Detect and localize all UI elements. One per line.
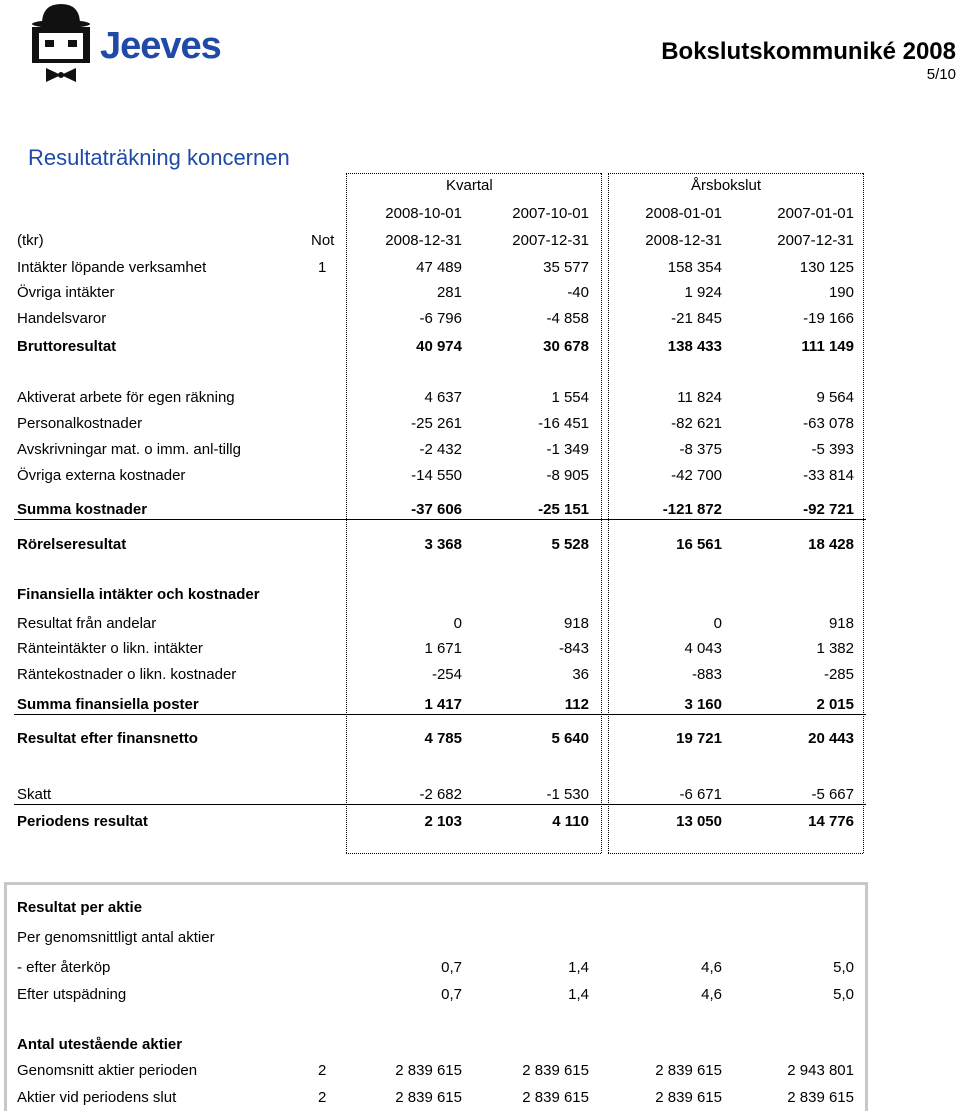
row-value: -4 858 [546, 310, 589, 327]
row-value: 2 839 615 [522, 1089, 589, 1106]
row-label: Summa kostnader [17, 501, 148, 518]
row-value: -14 550 [411, 467, 462, 484]
row-value: -63 078 [803, 415, 854, 432]
shares-title: Antal utestående aktier [17, 1036, 183, 1053]
row-value: 1 924 [684, 284, 722, 301]
period-from: 2008-01-01 [645, 205, 722, 222]
row-label: Summa finansiella poster [17, 696, 199, 713]
row-value: -2 682 [419, 786, 462, 803]
row-value: 2 839 615 [655, 1089, 722, 1106]
row-value: 2 839 615 [655, 1062, 722, 1079]
row-value: 36 [572, 666, 589, 683]
row-rule [14, 804, 866, 805]
row-value: 111 149 [801, 338, 854, 355]
row-value: 35 577 [543, 259, 589, 276]
row-value: -8 905 [546, 467, 589, 484]
row-value: -1 349 [546, 441, 589, 458]
row-rule [14, 714, 866, 715]
row-note: 2 [318, 1062, 327, 1079]
row-value: -92 721 [803, 501, 854, 518]
row-note: 1 [318, 259, 327, 276]
row-value: -5 393 [811, 441, 854, 458]
row-value: 3 160 [684, 696, 722, 713]
period-from: 2007-01-01 [777, 205, 854, 222]
row-value: -82 621 [671, 415, 722, 432]
row-label: Skatt [17, 786, 52, 803]
column-frame [863, 173, 864, 853]
row-value: 4,6 [701, 959, 722, 976]
per-share-title: Resultat per aktie [17, 899, 143, 916]
row-value: 47 489 [416, 259, 462, 276]
report-title: Bokslutskommuniké 2008 [661, 38, 956, 65]
row-value: -121 872 [662, 501, 722, 518]
page-number: 5/10 [926, 66, 956, 83]
row-label: Resultat efter finansnetto [17, 730, 198, 747]
row-value: 918 [828, 615, 854, 632]
row-value: 2 839 615 [787, 1089, 854, 1106]
row-value: 4 785 [424, 730, 462, 747]
row-value: -254 [431, 666, 462, 683]
row-value: 16 561 [676, 536, 722, 553]
period-to: 2007-12-31 [777, 232, 854, 249]
note-header: Not [311, 232, 335, 249]
row-value: -1 530 [546, 786, 589, 803]
row-value: 0,7 [441, 986, 462, 1003]
period-from: 2008-10-01 [385, 205, 462, 222]
row-value: -25 261 [411, 415, 462, 432]
column-frame [601, 173, 602, 853]
row-value: -8 375 [679, 441, 722, 458]
row-value: 18 428 [808, 536, 854, 553]
row-value: 130 125 [799, 259, 854, 276]
company-logo [28, 2, 248, 90]
row-value: 112 [564, 696, 589, 713]
row-label: Rörelseresultat [17, 536, 127, 553]
row-rule [14, 519, 866, 520]
logo-wordmark: Jeeves [100, 25, 221, 67]
row-value: 14 776 [808, 813, 854, 830]
row-value: -16 451 [538, 415, 589, 432]
row-value: 4 637 [424, 389, 462, 406]
row-value: -40 [567, 284, 589, 301]
row-value: 918 [563, 615, 589, 632]
row-value: 20 443 [808, 730, 854, 747]
row-value: 2 839 615 [395, 1062, 462, 1079]
row-value: 5,0 [833, 959, 854, 976]
row-value: 0 [453, 615, 462, 632]
row-label: Periodens resultat [17, 813, 148, 830]
row-label: Avskrivningar mat. o imm. anl-tillg [17, 441, 241, 458]
column-group-quarter: Kvartal [446, 177, 493, 194]
row-value: 1,4 [568, 959, 589, 976]
row-value: 0,7 [441, 959, 462, 976]
column-frame [346, 853, 601, 854]
row-value: 190 [828, 284, 854, 301]
row-value: 0 [713, 615, 722, 632]
row-value: 5 528 [551, 536, 589, 553]
row-value: -2 432 [419, 441, 462, 458]
period-to: 2008-12-31 [385, 232, 462, 249]
row-value: 40 974 [416, 338, 462, 355]
period-from: 2007-10-01 [512, 205, 589, 222]
column-frame [608, 173, 863, 174]
row-value: 13 050 [676, 813, 722, 830]
column-frame [608, 853, 863, 854]
row-value: -5 667 [811, 786, 854, 803]
row-value: 11 824 [677, 389, 722, 406]
row-value: -285 [823, 666, 854, 683]
row-label: Övriga externa kostnader [17, 467, 186, 484]
row-value: -25 151 [538, 501, 589, 518]
column-frame [608, 173, 609, 853]
row-label: Intäkter löpande verksamhet [17, 259, 207, 276]
section-title: Resultaträkning koncernen [28, 145, 290, 170]
row-label: Finansiella intäkter och kostnader [17, 586, 260, 603]
row-value: -6 796 [419, 310, 462, 327]
unit-label: (tkr) [17, 232, 44, 249]
row-label: Aktiverat arbete för egen räkning [17, 389, 235, 406]
row-label: Genomsnitt aktier perioden [17, 1062, 198, 1079]
row-value: 5 640 [551, 730, 589, 747]
row-value: 138 433 [667, 338, 722, 355]
row-label: Efter utspädning [17, 986, 127, 1003]
row-value: 19 721 [676, 730, 722, 747]
row-value: 2 015 [816, 696, 854, 713]
row-value: 5,0 [833, 986, 854, 1003]
row-label: Personalkostnader [17, 415, 143, 432]
row-value: 2 103 [424, 813, 462, 830]
row-value: 1 382 [816, 640, 854, 657]
row-value: -6 671 [679, 786, 722, 803]
column-frame [346, 173, 347, 853]
row-value: -21 845 [671, 310, 722, 327]
row-label: - efter återköp [17, 959, 111, 976]
row-value: 2 839 615 [522, 1062, 589, 1079]
row-value: 1 671 [424, 640, 462, 657]
row-value: -37 606 [411, 501, 462, 518]
row-value: -883 [691, 666, 722, 683]
row-value: 1,4 [568, 986, 589, 1003]
column-group-year: Årsbokslut [691, 177, 762, 194]
row-value: 158 354 [667, 259, 722, 276]
row-value: -19 166 [803, 310, 854, 327]
row-value: 4 043 [684, 640, 722, 657]
row-value: 4 110 [552, 813, 589, 830]
row-value: 9 564 [816, 389, 854, 406]
per-share-subtitle: Per genomsnittligt antal aktier [17, 929, 215, 946]
row-value: 2 943 801 [787, 1062, 854, 1079]
row-value: -42 700 [671, 467, 722, 484]
row-label: Räntekostnader o likn. kostnader [17, 666, 237, 683]
row-value: 281 [436, 284, 462, 301]
row-label: Övriga intäkter [17, 284, 115, 301]
row-value: -33 814 [803, 467, 854, 484]
row-value: 2 839 615 [395, 1089, 462, 1106]
row-value: 4,6 [701, 986, 722, 1003]
row-label: Aktier vid periodens slut [17, 1089, 177, 1106]
row-value: 1 417 [424, 696, 462, 713]
row-value: 1 554 [551, 389, 589, 406]
period-to: 2008-12-31 [645, 232, 722, 249]
row-label: Handelsvaror [17, 310, 107, 327]
period-to: 2007-12-31 [512, 232, 589, 249]
row-value: -843 [558, 640, 589, 657]
row-label: Ränteintäkter o likn. intäkter [17, 640, 203, 657]
row-value: 30 678 [543, 338, 589, 355]
row-note: 2 [318, 1089, 327, 1106]
row-value: 3 368 [424, 536, 462, 553]
row-label: Bruttoresultat [17, 338, 117, 355]
row-label: Resultat från andelar [17, 615, 157, 632]
column-frame [346, 173, 601, 174]
